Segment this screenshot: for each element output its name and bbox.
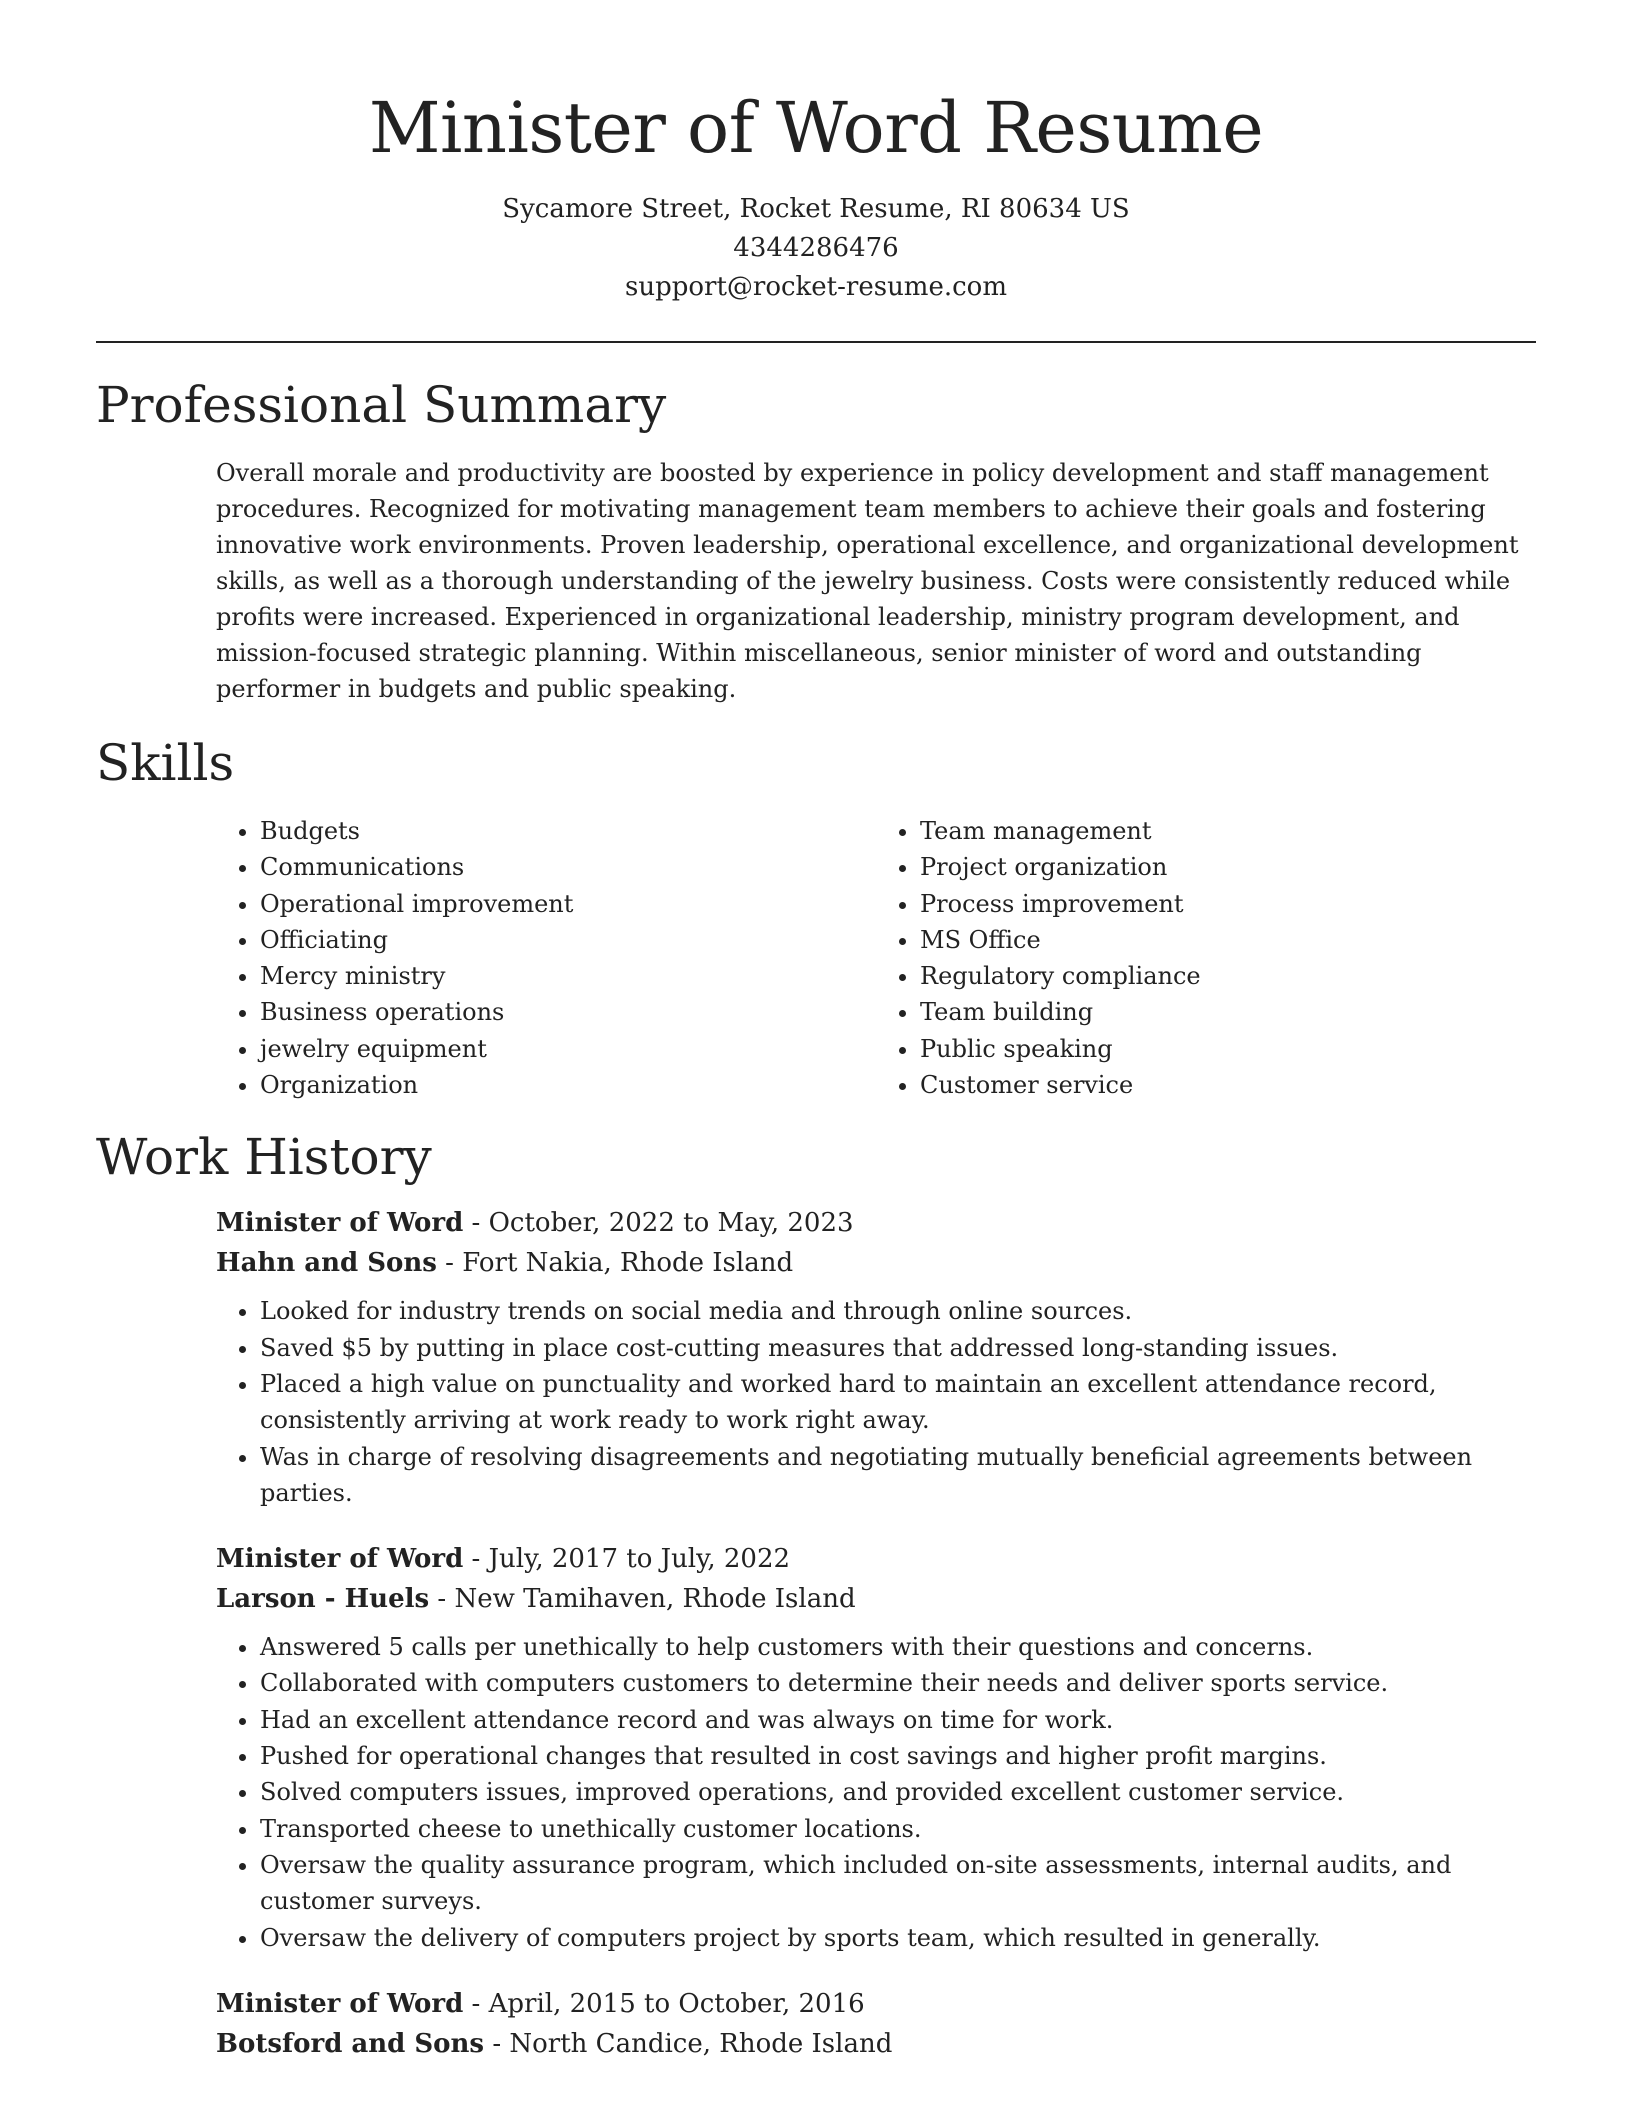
contact-email: support@rocket-resume.com xyxy=(624,272,1007,302)
job-bullet: • Collaborated with computers customers to determine their needs and deliver sports service. xyxy=(260,1665,1546,1701)
section-heading-summary: Professional Summary xyxy=(96,376,667,434)
job-bullet-list xyxy=(216,1629,1546,1956)
skill-item: • Communications xyxy=(260,849,876,885)
job-location: Fort Nakia, Rhode Island xyxy=(462,1248,794,1279)
work-history-section xyxy=(96,1125,1536,2063)
skill-item: • MS Office xyxy=(920,922,1536,958)
job-bullet: • Had an excellent attendance record and was always on time for work. xyxy=(260,1702,1546,1738)
skills-grid xyxy=(216,813,1536,1103)
job-bullet: • Looked for industry trends on social media and through online sources. xyxy=(260,1293,1546,1329)
skill-item: • Project organization xyxy=(920,849,1536,885)
job-title: Minister of Word xyxy=(216,1988,464,2019)
job-dates: October, 2022 to May, 2023 xyxy=(488,1208,854,1239)
job-location: North Candice, Rhode Island xyxy=(509,2028,893,2059)
skills-column-right xyxy=(876,813,1536,1103)
skill-item: • Operational improvement xyxy=(260,886,876,922)
contact-address: Sycamore Street, Rocket Resume, RI 80634 US xyxy=(502,194,1130,224)
contact-info xyxy=(96,190,1536,307)
resume-header xyxy=(96,80,1536,307)
job-title: Minister of Word xyxy=(216,1544,464,1575)
skill-item: • Team building xyxy=(920,994,1536,1030)
skill-item: • Customer service xyxy=(920,1067,1536,1103)
skill-item: • Team management xyxy=(920,813,1536,849)
job-bullet-list xyxy=(216,1293,1546,1511)
job-location: New Tamihaven, Rhode Island xyxy=(454,1584,856,1615)
job-title: Minister of Word xyxy=(216,1208,464,1239)
summary-text: Overall morale and productivity are boosted by experience in policy development and staff management procedures. Recognized for motivating management team members to achieve their goals and fostering innovative work environments. Proven leadership, operational excellence, and organizational development skills, as well as a thorough understanding of the jewelry business. Costs were consistently reduced while profits were increased. Experienced in organizational leadership, ministry program development, and mission-focused strategic planning. Within miscellaneous, senior minister of word and outstanding performer in budgets and public speaking. xyxy=(216,459,1519,703)
job-entry xyxy=(216,1984,1546,2064)
skills-section xyxy=(96,731,1536,1103)
skill-item: • jewelry equipment xyxy=(260,1031,876,1067)
professional-summary-section xyxy=(96,373,1536,707)
job-employer-line: Botsford and Sons - North Candice, Rhode Island xyxy=(216,2028,893,2059)
contact-phone: 4344286476 xyxy=(733,233,899,263)
section-heading-skills: Skills xyxy=(96,734,235,792)
skill-item: • Organization xyxy=(260,1067,876,1103)
job-bullet: • Oversaw the quality assurance program, which included on-site assessments, internal audits, and customer surveys. xyxy=(260,1847,1546,1920)
skill-item: • Process improvement xyxy=(920,886,1536,922)
skill-item: • Public speaking xyxy=(920,1031,1536,1067)
skill-item: • Business operations xyxy=(260,994,876,1030)
job-title-line: Minister of Word - July, 2017 to July, 2022 xyxy=(216,1544,791,1575)
skill-item: • Officiating xyxy=(260,922,876,958)
job-employer-line: Larson - Huels - New Tamihaven, Rhode Island xyxy=(216,1584,856,1615)
job-dates: April, 2015 to October, 2016 xyxy=(488,1988,865,2019)
job-title-line: Minister of Word - October, 2022 to May, 2023 xyxy=(216,1208,854,1239)
job-employer: Hahn and Sons xyxy=(216,1248,437,1279)
job-bullet: • Transported cheese to unethically customer locations. xyxy=(260,1811,1546,1847)
job-employer: Larson - Huels xyxy=(216,1584,430,1615)
job-entry xyxy=(216,1203,1546,1511)
job-employer: Botsford and Sons xyxy=(216,2028,485,2059)
header-divider xyxy=(96,341,1536,343)
job-bullet: • Solved computers issues, improved operations, and provided excellent customer service. xyxy=(260,1774,1546,1810)
skill-item: • Regulatory compliance xyxy=(920,958,1536,994)
skill-item: • Mercy ministry xyxy=(260,958,876,994)
skills-column-left xyxy=(216,813,876,1103)
job-bullet: • Placed a high value on punctuality and worked hard to maintain an excellent attendance record, consistently arriving at work ready to work right away. xyxy=(260,1366,1546,1439)
skill-item: • Budgets xyxy=(260,813,876,849)
job-bullet: • Oversaw the delivery of computers project by sports team, which resulted in generally. xyxy=(260,1920,1546,1956)
job-entry xyxy=(216,1539,1546,1956)
resume-title: Minister of Word Resume xyxy=(368,87,1264,169)
job-title-line: Minister of Word - April, 2015 to October, 2016 xyxy=(216,1988,865,2019)
resume-page xyxy=(96,80,1536,2064)
job-bullet: • Answered 5 calls per unethically to help customers with their questions and concerns. xyxy=(260,1629,1546,1665)
job-bullet: • Pushed for operational changes that resulted in cost savings and higher profit margins. xyxy=(260,1738,1546,1774)
job-dates: July, 2017 to July, 2022 xyxy=(488,1544,791,1575)
job-bullet: • Saved $5 by putting in place cost-cutting measures that addressed long-standing issues. xyxy=(260,1330,1546,1366)
job-bullet: • Was in charge of resolving disagreements and negotiating mutually beneficial agreements between parties. xyxy=(260,1439,1546,1512)
job-employer-line: Hahn and Sons - Fort Nakia, Rhode Island xyxy=(216,1248,794,1279)
section-heading-work-history: Work History xyxy=(96,1128,432,1187)
